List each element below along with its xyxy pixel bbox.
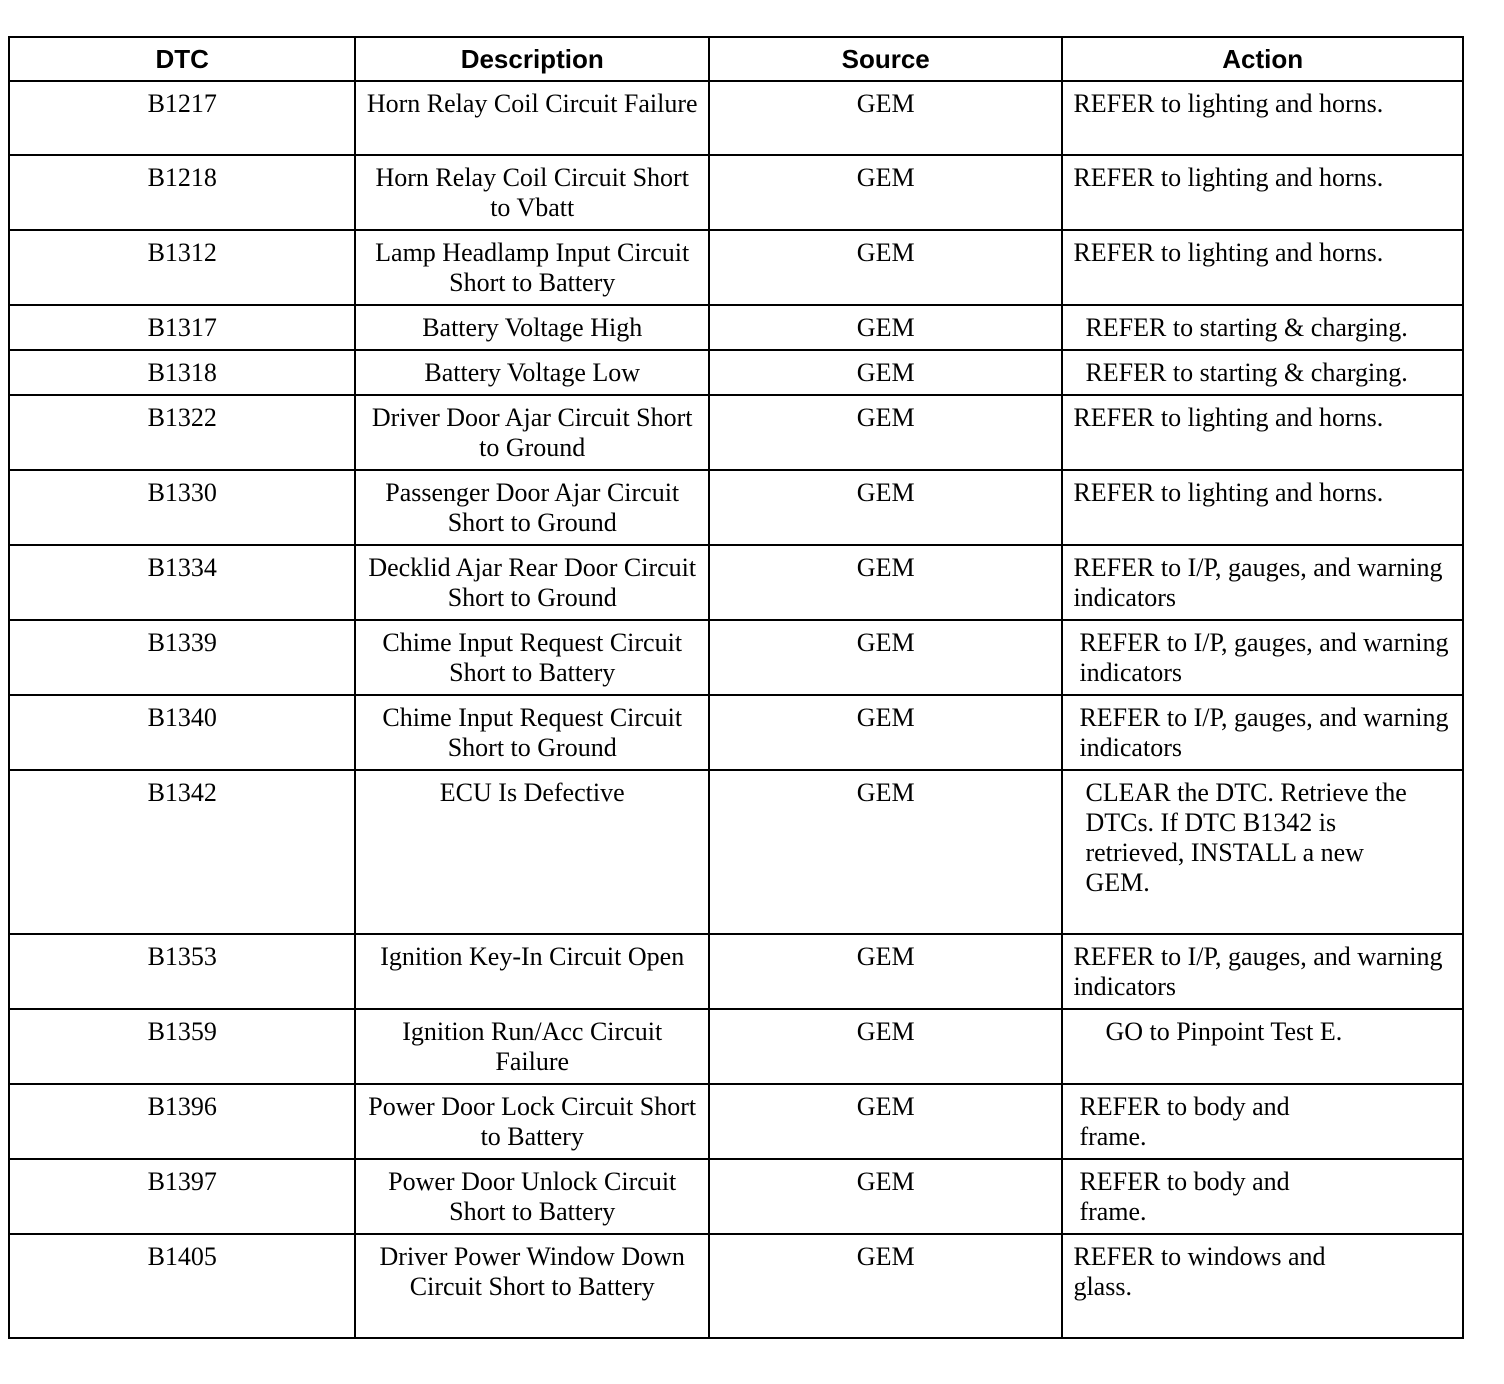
dtc-description: Power Door Unlock Circuit Short to Battery <box>355 1159 708 1234</box>
dtc-code: B1359 <box>9 1009 355 1084</box>
dtc-code: B1317 <box>9 305 355 350</box>
dtc-code: B1340 <box>9 695 355 770</box>
dtc-code: B1405 <box>9 1234 355 1338</box>
dtc-code: B1218 <box>9 155 355 230</box>
table-row <box>9 395 1463 470</box>
dtc-description: Decklid Ajar Rear Door Circuit Short to Ground <box>355 545 708 620</box>
table-row <box>9 81 1463 155</box>
dtc-source: GEM <box>709 395 1062 470</box>
dtc-source: GEM <box>709 155 1062 230</box>
table-row <box>9 545 1463 620</box>
dtc-source: GEM <box>709 620 1062 695</box>
dtc-code: B1322 <box>9 395 355 470</box>
dtc-action: REFER to lighting and horns. <box>1062 395 1463 470</box>
table-row <box>9 155 1463 230</box>
dtc-action: REFER to body and frame. <box>1062 1159 1463 1234</box>
table-row <box>9 1084 1463 1159</box>
dtc-code: B1318 <box>9 350 355 395</box>
dtc-source: GEM <box>709 470 1062 545</box>
dtc-table <box>8 36 1464 1339</box>
header-source: Source <box>709 37 1062 81</box>
dtc-action: REFER to I/P, gauges, and warning indicators <box>1062 545 1463 620</box>
header-row <box>9 37 1463 81</box>
dtc-code: B1339 <box>9 620 355 695</box>
table-row <box>9 695 1463 770</box>
dtc-action: REFER to lighting and horns. <box>1062 230 1463 305</box>
table-row <box>9 1009 1463 1084</box>
dtc-action: REFER to lighting and horns. <box>1062 155 1463 230</box>
dtc-description: Ignition Run/Acc Circuit Failure <box>355 1009 708 1084</box>
dtc-action: CLEAR the DTC. Retrieve the DTCs. If DTC B1342 is retrieved, INSTALL a new GEM. <box>1062 770 1463 934</box>
table-row <box>9 934 1463 1009</box>
dtc-source: GEM <box>709 1234 1062 1338</box>
dtc-source: GEM <box>709 305 1062 350</box>
dtc-source: GEM <box>709 934 1062 1009</box>
dtc-source: GEM <box>709 695 1062 770</box>
dtc-action: REFER to I/P, gauges, and warning indicators <box>1062 695 1463 770</box>
table-row <box>9 230 1463 305</box>
dtc-table-page <box>8 36 1464 1339</box>
dtc-description: Battery Voltage High <box>355 305 708 350</box>
dtc-source: GEM <box>709 1009 1062 1084</box>
dtc-code: B1397 <box>9 1159 355 1234</box>
dtc-code: B1312 <box>9 230 355 305</box>
dtc-description: Driver Door Ajar Circuit Short to Ground <box>355 395 708 470</box>
table-row <box>9 1234 1463 1338</box>
dtc-description: Power Door Lock Circuit Short to Battery <box>355 1084 708 1159</box>
table-row <box>9 1159 1463 1234</box>
header-description: Description <box>355 37 708 81</box>
dtc-action: GO to Pinpoint Test E. <box>1062 1009 1463 1084</box>
dtc-action: REFER to starting & charging. <box>1062 350 1463 395</box>
dtc-description: Driver Power Window Down Circuit Short to Battery <box>355 1234 708 1338</box>
table-row <box>9 350 1463 395</box>
dtc-description: Chime Input Request Circuit Short to Ground <box>355 695 708 770</box>
dtc-action: REFER to lighting and horns. <box>1062 81 1463 155</box>
dtc-action: REFER to windows and glass. <box>1062 1234 1463 1338</box>
header-dtc: DTC <box>9 37 355 81</box>
dtc-action: REFER to body and frame. <box>1062 1084 1463 1159</box>
table-row <box>9 305 1463 350</box>
table-row <box>9 620 1463 695</box>
dtc-description: ECU Is Defective <box>355 770 708 934</box>
dtc-code: B1342 <box>9 770 355 934</box>
dtc-description: Horn Relay Coil Circuit Short to Vbatt <box>355 155 708 230</box>
dtc-code: B1217 <box>9 81 355 155</box>
dtc-action: REFER to I/P, gauges, and warning indicators <box>1062 620 1463 695</box>
dtc-action: REFER to I/P, gauges, and warning indicators <box>1062 934 1463 1009</box>
dtc-description: Lamp Headlamp Input Circuit Short to Battery <box>355 230 708 305</box>
dtc-source: GEM <box>709 545 1062 620</box>
dtc-source: GEM <box>709 230 1062 305</box>
dtc-description: Ignition Key-In Circuit Open <box>355 934 708 1009</box>
dtc-source: GEM <box>709 350 1062 395</box>
dtc-source: GEM <box>709 81 1062 155</box>
dtc-code: B1396 <box>9 1084 355 1159</box>
dtc-description: Battery Voltage Low <box>355 350 708 395</box>
dtc-source: GEM <box>709 1159 1062 1234</box>
dtc-description: Chime Input Request Circuit Short to Battery <box>355 620 708 695</box>
dtc-source: GEM <box>709 1084 1062 1159</box>
dtc-source: GEM <box>709 770 1062 934</box>
table-row <box>9 770 1463 934</box>
dtc-description: Horn Relay Coil Circuit Failure <box>355 81 708 155</box>
dtc-code: B1334 <box>9 545 355 620</box>
table-row <box>9 470 1463 545</box>
dtc-code: B1353 <box>9 934 355 1009</box>
dtc-action: REFER to lighting and horns. <box>1062 470 1463 545</box>
dtc-code: B1330 <box>9 470 355 545</box>
dtc-action: REFER to starting & charging. <box>1062 305 1463 350</box>
dtc-description: Passenger Door Ajar Circuit Short to Ground <box>355 470 708 545</box>
header-action: Action <box>1062 37 1463 81</box>
